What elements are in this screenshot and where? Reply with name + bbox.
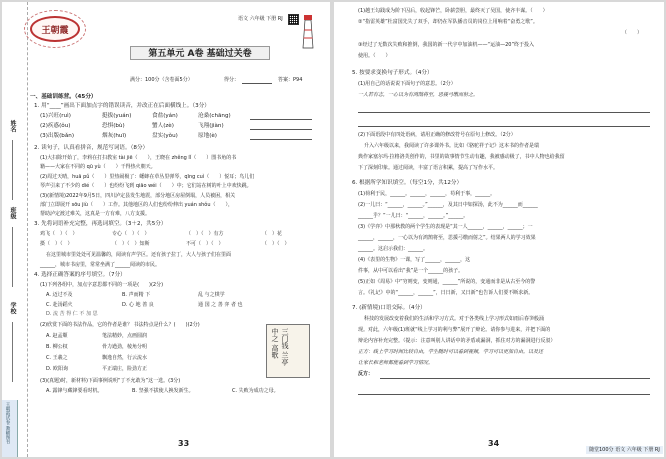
footer-tag: 随堂100分 语文 六年级 下册 RJ bbox=[586, 446, 663, 454]
q1-item: (2)疾惑(ǒu) bbox=[40, 123, 71, 129]
side-label-name: 姓名 bbox=[9, 120, 16, 132]
question-1: 1. 用“____”画出下面加点字的错误读音，并改正在后面横线上。（3分） bbox=[34, 103, 210, 109]
q2-line: 籍——大家在不同的 qū yù（ ）干得热火朝天。 bbox=[40, 164, 156, 170]
q3-word: （ ）（ ）有方 bbox=[186, 231, 224, 237]
top-line: ②“指雷英雄”杜富国先失了双手，却仍在军队播音员的岗位上用响着“奋勇之歌”。 bbox=[358, 19, 538, 25]
section-heading: 一、基础训练营。（45分） bbox=[30, 94, 97, 100]
q1-item: 食盐(yán) bbox=[152, 113, 178, 119]
q6-line: (2)一儿曰：“______，______。”______，及其日中如探汤，此不为______而______ bbox=[358, 202, 538, 208]
answer-line[interactable] bbox=[250, 119, 312, 120]
q6-line: 件事，从中可以看出“我”是一个______的孩子。 bbox=[358, 268, 464, 274]
left-page bbox=[2, 2, 330, 457]
q2-line: 帮助泸定渡过难关，这真是一方有难，八方支援。 bbox=[40, 211, 151, 217]
option-desc: 平正端庄，险劲方正 bbox=[102, 366, 148, 372]
answer-line[interactable] bbox=[250, 139, 312, 140]
q6-line: (5)正如《周易》中“穷则变，变则通，______”所说的，变通而非是从古至今的警 bbox=[358, 279, 536, 285]
q3-sentence: 在这里城市里处处可见温馨的，阅读有声学区。还有孩子拉丁，大人与孩子们在里面 bbox=[46, 252, 232, 258]
paragraph-line: 典作家塞尔玛·拉格洛芙创作的，书里的故事情节生动有趣，我被感动极了，书中人物也给我留 bbox=[358, 154, 565, 160]
lighthouse-icon bbox=[298, 12, 318, 50]
q6-line: ______。这启示我们：______。 bbox=[358, 246, 429, 252]
q6-line: (1)荷利于民，______。______，______，苟利于事，______。 bbox=[358, 191, 496, 197]
answer-line[interactable] bbox=[358, 126, 650, 127]
calligraphy-text: 三门钱 兰亭 中之 高歌 bbox=[271, 328, 289, 366]
publisher-strip-text: 王朝霞试卷 教辅图书 bbox=[5, 402, 10, 444]
q2-line: 琴声引来了不少的 dié（ ）也纷纷飞到 qiāo wéi（ ）中；它们站在树的叶上中欢快跳。 bbox=[40, 183, 252, 189]
q3-word: （ ）花 bbox=[262, 231, 283, 237]
option: D. 流 苦 得 仁 不 加 思 bbox=[46, 311, 98, 317]
top-line: (1)越王勾践成为阶下囚后，收起锋芒，卧薪尝胆，最终灭了吴国，使齐丰谋。（ ） bbox=[358, 8, 548, 14]
page-number: 33 bbox=[178, 439, 190, 448]
score-label: 得分： bbox=[224, 77, 240, 83]
answer-line[interactable] bbox=[358, 394, 650, 395]
publisher-strip bbox=[2, 400, 18, 457]
option-author[interactable]: A. 赵孟頫 bbox=[46, 333, 68, 339]
answer-ref: 答案：P94 bbox=[278, 77, 303, 83]
paragraph-line: 下了深刻印象。通过阅读，丰富了语言积累，提高了写作水平。 bbox=[358, 165, 499, 171]
option: 通 国 之 善 弈 者 也 bbox=[198, 302, 243, 308]
q7-line: 辩论内容补充完整。（提示：注意叫别人讲话中的矛盾或漏洞，抓住对方的漏洞进行反驳） bbox=[358, 338, 556, 344]
page-number: 34 bbox=[488, 439, 500, 448]
side-label-class: 班级 bbox=[9, 207, 16, 219]
q6-line: (3)《学弈》中那秋教的两个学生的表现是“其一人______，______，______；一 bbox=[358, 224, 533, 230]
q3-word: （ ）（ ）知斯 bbox=[112, 241, 150, 247]
question-2: 2. 读句子，认真看拼音，规范写词语。（8分） bbox=[34, 145, 149, 151]
q6-line: ______，______，一心以为有鸿鹄将至，思援弓缴而射之”。结果两人的学习效果 bbox=[358, 235, 536, 241]
q2-line: 部门立即展开 sōu jiù（ ）工作。其他地区的人们也纷纷伸出 yuán shǒu（ ）， bbox=[40, 202, 234, 208]
score-blank[interactable] bbox=[242, 83, 272, 84]
q2-line: (3)(新情境)2022年9月5日，四川泸定县发生地震，部分地区房屋倒塌，人员被困，相关 bbox=[40, 193, 236, 199]
option-author[interactable]: D. 欧阳询 bbox=[46, 366, 69, 372]
q3-word: 鸡飞（ ）（ ） bbox=[40, 231, 78, 237]
answer-line[interactable] bbox=[358, 112, 650, 113]
top-line: （ ） bbox=[622, 30, 643, 36]
q3-word: 不可（ ）（ ） bbox=[186, 241, 224, 247]
header-meta: 语文 六年级 下册 RJ bbox=[238, 16, 283, 22]
right-page bbox=[334, 2, 664, 457]
option-author[interactable]: C. 王羲之 bbox=[46, 355, 68, 361]
option[interactable]: C. 赴汤蹈火 bbox=[46, 302, 73, 308]
q7-line: 科技的发展改变着我们的生活和学习方式。对于各类线上学习形式如雨后春笋般涌 bbox=[364, 316, 545, 322]
option[interactable]: B. 声而精 下 bbox=[122, 292, 151, 298]
option-desc: 飘逸自然，行云流水 bbox=[102, 355, 148, 361]
debate-affirmative: 正方：线上学习时间比较自由，学生随时可以看到视频，学习可以更加自由。以及还 bbox=[358, 349, 544, 355]
question-5: 5. 按要求变换句子形式。（4分） bbox=[352, 70, 433, 76]
q3-word: 摄（ ）（ ） bbox=[40, 241, 73, 247]
q1-item: 盘实(yǒu) bbox=[152, 133, 178, 139]
answer-line[interactable] bbox=[380, 378, 650, 379]
q3-word: 专心（ ）（ ） bbox=[112, 231, 150, 237]
option-desc: 骨力遒劲，棱角分明 bbox=[102, 344, 148, 350]
binding-margin bbox=[2, 2, 28, 457]
q5-1-quote: 一人若有志，一心以为有鸿鹄将至，思援弓缴而射之。 bbox=[358, 92, 479, 98]
question-4: 4. 选择正确答案的序号填空。（7分） bbox=[34, 272, 126, 278]
q1-item: (1)兴旺(ruì) bbox=[40, 113, 71, 119]
q1-item: (3)出版(bǎn) bbox=[40, 133, 74, 139]
q1-item: 沧桑(chāng) bbox=[198, 113, 231, 119]
option-author[interactable]: B. 柳公权 bbox=[46, 344, 68, 350]
q6-line: 言。《礼记》中的“______，______”，日日新，又日新”也告诉人们要不断求新。 bbox=[358, 290, 534, 296]
q2-line: (2)周过天晴，huā pǔ（ ）里热闹极了：蟋蟀在草丛里弹琴，qīng cuì（ ）悦耳；鸟儿们 bbox=[40, 174, 255, 180]
top-line: 使用。（ ） bbox=[358, 53, 391, 59]
q7-line: 现。对此，六年级(1)班就“线上学习的利与弊”展开了辩论。请你参与进来，并把下面的 bbox=[358, 327, 551, 333]
q6-line: (4)《表里的生物》一课，写了______，______，这 bbox=[358, 257, 471, 263]
q2-line: (1)大扫除开始了，李莉在打扫教室 tài jiē（ ），王晓在 zhěng lǐ（ ）图书角的书 bbox=[40, 155, 237, 161]
paragraph-line: 升入六年级以来，我阅读了许多课外书。比如《骆驼祥子记》这本书的作者是瑞 bbox=[364, 143, 540, 149]
answer-line[interactable] bbox=[250, 129, 312, 130]
q4-2: (2)欣赏下面的书法作品，它的作者是谁？ 书法特点是什么？( )(2分) bbox=[40, 322, 200, 328]
page-title: 第五单元 A卷 基础过关卷 bbox=[130, 46, 270, 60]
q1-item: 挺拔(yuán) bbox=[102, 113, 132, 119]
divider bbox=[12, 322, 13, 382]
question-6: 6. 根据所学知识填空。（每空1分，共12分） bbox=[352, 180, 463, 186]
side-label-school: 学校 bbox=[9, 302, 16, 314]
q3-sentence: ______，城市书房里，常常坐满了______阅读的市民。 bbox=[40, 262, 161, 268]
option: 乱 与之棋学 bbox=[198, 292, 225, 298]
q4-1: (1)下列各组中，加点字意思都不同的一项是( )(2分) bbox=[40, 282, 164, 288]
option[interactable]: C. 失败为成功之母。 bbox=[232, 388, 279, 394]
calligraphy-image bbox=[266, 324, 310, 378]
option-desc: 笔法精妙，点画圆润 bbox=[102, 333, 148, 339]
q6-line: ______乎？”一儿曰：“______，______。”______。 bbox=[358, 213, 469, 219]
top-line: ③经过了无数次失败和推倒，我国的新一代宇中加油机——“运油—20”终于投入 bbox=[358, 42, 535, 48]
divider bbox=[12, 140, 13, 200]
q1-item: 原地(è) bbox=[198, 133, 217, 139]
q3-word: （ ）（ ） bbox=[262, 241, 290, 247]
brand-text: 王朝霞 bbox=[41, 25, 69, 36]
q5-1: (1)用自己的话说说下面句子的意思。（2分） bbox=[358, 81, 456, 87]
q5-2: (2)下面语段中有四处语病，请用正确的修改符号在原句上修改。（2分） bbox=[358, 132, 516, 138]
q1-item: 烟灰(huī) bbox=[102, 133, 127, 139]
divider bbox=[12, 227, 13, 287]
q1-item: 蟹人(zè) bbox=[152, 123, 174, 129]
q4-3: (3)(真题)时，新材料)下面事例说明“丁不允敢为”这一选。(3分) bbox=[40, 378, 181, 384]
q1-item: 飞翔(jiàn) bbox=[198, 123, 224, 129]
debate-affirmative-cont: 让家长和老师都能看到学习情况。 bbox=[358, 360, 434, 366]
q1-item: 恐惧(bù) bbox=[102, 123, 125, 129]
question-3: 3. 先将词语补充完整，再选词填空。（3＋2，共5分） bbox=[34, 221, 167, 227]
question-7: 7. (新情境)口语交际。（4分） bbox=[352, 305, 426, 311]
option[interactable]: B. 坚强不拔使人换发新生。 bbox=[132, 388, 194, 394]
debate-opponent-label: 反方： bbox=[358, 371, 374, 377]
full-score: 满分：100分（含卷面5分） bbox=[130, 77, 193, 83]
option[interactable]: A. 迈过不及 bbox=[46, 292, 73, 298]
option[interactable]: A. 露锋与藏锋要看时机。 bbox=[46, 388, 103, 394]
option[interactable]: D. 心 地 善 良 bbox=[122, 302, 154, 308]
brand-logo bbox=[30, 16, 80, 42]
